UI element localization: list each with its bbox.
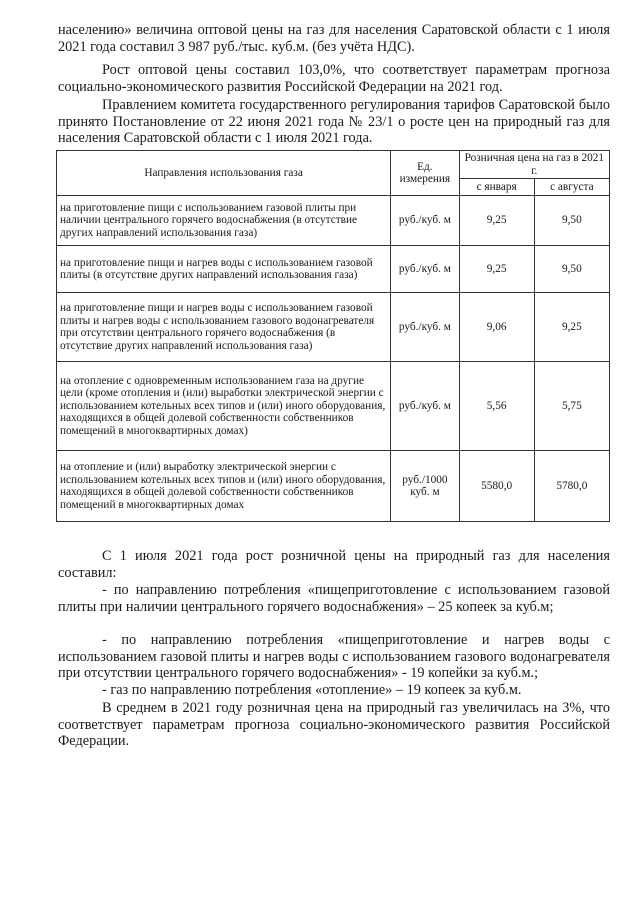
row-unit: руб./куб. м xyxy=(391,293,459,362)
row-unit: руб./куб. м xyxy=(391,246,459,293)
row-direction: на отопление и (или) выработку электрической энергии с использованием котельных всех типов и (или) иного оборудования, находящихся в общей долевой собственности собственников помещений в многоквартирных домах xyxy=(57,451,391,522)
table-row xyxy=(57,196,610,246)
paragraph-item-cooking-heating: - по направлению потребления «пищеприготовление и нагрев воды с использованием газовой плиты и нагрев воды с использованием газового водонагревателя при отсутствии центрального горячего водоснабжения» - 19 копейки за куб.м.; xyxy=(58,632,610,681)
table-header-price: Розничная цена на газ в 2021 г. xyxy=(459,151,609,179)
paragraph-wholesale-price: населению» величина оптовой цены на газ для населения Саратовской области с 1 июля 2021 года составил 3 987 руб./тыс. куб.м. (без учёта НДС). xyxy=(58,22,610,55)
table-header-january: с января xyxy=(459,179,534,196)
paragraph-resolution: Правлением комитета государственного регулирования тарифов Саратовской было принято Постановление от 22 июня 2021 года № 23/1 о росте цен на природный газ для населения Саратовской области с 1 июля 2021 года. xyxy=(58,97,610,146)
paragraph-item-heating: - газ по направлению потребления «отопление» – 19 копеек за куб.м. xyxy=(102,682,522,698)
row-price-january: 9,06 xyxy=(459,293,534,362)
row-price-august: 9,50 xyxy=(534,196,609,246)
paragraph-growth: Рост оптовой цены составил 103,0%, что соответствует параметрам прогноза социально-экономического развития Российской Федерации на 2021 год. xyxy=(58,62,610,95)
row-price-august: 9,25 xyxy=(534,293,609,362)
row-price-august: 5780,0 xyxy=(534,451,609,522)
table-header-unit: Ед. измерения xyxy=(391,151,459,196)
table-row xyxy=(57,451,610,522)
row-price-august: 5,75 xyxy=(534,362,609,451)
paragraph-retail-growth-intro: С 1 июля 2021 года рост розничной цены на природный газ для населения составил: xyxy=(58,548,610,581)
row-direction: на приготовление пищи и нагрев воды с использованием газовой плиты (в отсутствие других направлений использования газа) xyxy=(57,246,391,293)
row-price-january: 5,56 xyxy=(459,362,534,451)
row-price-january: 9,25 xyxy=(459,246,534,293)
paragraph-average-growth: В среднем в 2021 году розничная цена на природный газ увеличилась на 3%, что соответствует параметрам прогноза социально-экономического развития Российской Федерации. xyxy=(58,700,610,749)
row-unit: руб./1000 куб. м xyxy=(391,451,459,522)
table-row xyxy=(57,293,610,362)
paragraph-item-cooking: - по направлению потребления «пищеприготовление с использованием газовой плиты при наличии центрального горячего водоснабжения» – 25 копеек за куб.м; xyxy=(58,582,610,615)
row-unit: руб./куб. м xyxy=(391,196,459,246)
row-price-january: 9,25 xyxy=(459,196,534,246)
table-row xyxy=(57,246,610,293)
table-row xyxy=(57,362,610,451)
row-direction: на приготовление пищи с использованием газовой плиты при наличии центрального горячего водоснабжения (в отсутствие других направлений использования газа) xyxy=(57,196,391,246)
row-price-january: 5580,0 xyxy=(459,451,534,522)
row-direction: на приготовление пищи и нагрев воды с использованием газовой плиты и нагрев воды с использованием газового водонагревателя при отсутствии центрального горячего водоснабжения (в отсутствие других направлений использования газа) xyxy=(57,293,391,362)
row-unit: руб./куб. м xyxy=(391,362,459,451)
row-price-august: 9,50 xyxy=(534,246,609,293)
table-header-august: с августа xyxy=(534,179,609,196)
row-direction: на отопление с одновременным использованием газа на другие цели (кроме отопления и (или) выработки электрической энергии с использованием котельных всех типов и (или) иного оборудования, находящихся в общей долевой собственности собственников помещений в многоквартирных домах) xyxy=(57,362,391,451)
table-header-direction: Направления использования газа xyxy=(57,151,391,196)
retail-price-table xyxy=(56,150,610,522)
